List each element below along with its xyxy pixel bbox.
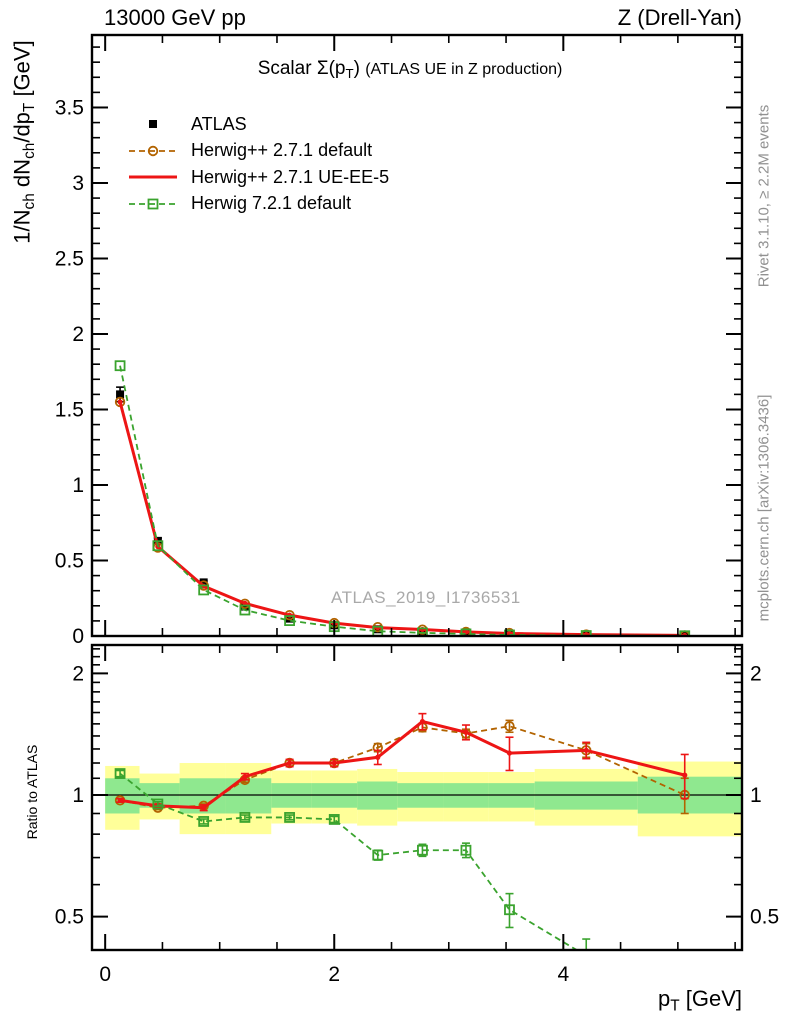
process-label: Z (Drell-Yan)	[617, 5, 742, 30]
x-axis-title-seg: p	[657, 986, 671, 1011]
tick-label: 2	[750, 662, 762, 686]
y-axis-title-sub: ch	[20, 193, 38, 210]
legend-label: Herwig++ 2.7.1 default	[191, 140, 373, 161]
tick-label: 1	[72, 784, 84, 807]
legend-line-sample	[127, 140, 179, 162]
legend-label: Herwig++ 2.7.1 UE-EE-5	[191, 166, 390, 187]
legend-line-sample	[127, 193, 179, 215]
y-axis-title-seg: [GeV]	[9, 40, 35, 103]
tick-label: 0.5	[54, 905, 84, 929]
tick-labels	[55, 96, 779, 986]
tick-label: 2.5	[54, 247, 84, 271]
ratio-axis-title: Ratio to ATLAS	[24, 744, 40, 840]
mcplots-reference-note: mcplots.cern.ch [arXiv:1306.3436]	[755, 394, 773, 622]
tick-label: 2	[328, 963, 341, 986]
tick-label: 2	[72, 322, 84, 346]
tick-label: 0.5	[54, 549, 84, 573]
legend-item-herwig-2-7-1-default	[127, 138, 389, 165]
x-axis-title	[658, 986, 742, 1016]
tick-label: 0	[99, 963, 112, 986]
legend	[127, 111, 389, 217]
x-axis-title-seg: [GeV]	[679, 986, 742, 1011]
tick-label: 3.5	[54, 96, 84, 120]
y-axis-title	[9, 40, 39, 243]
tick-label: 0	[72, 625, 84, 648]
legend-item-herwig-7-2-1-default	[127, 191, 389, 218]
legend-label: Herwig 7.2.1 default	[191, 193, 352, 214]
x-axis-title-sub: T	[670, 997, 680, 1015]
legend-line-sample	[127, 166, 179, 188]
plot-title-paren: (ATLAS UE in Z production)	[365, 61, 563, 78]
legend-item-herwig-2-7-1-ue-ee-5	[127, 164, 389, 191]
plot-title	[258, 58, 563, 81]
legend-item-atlas	[127, 111, 389, 138]
plot-title-sub: T	[345, 65, 354, 81]
y-axis-title-sub: ch	[20, 142, 38, 159]
legend-marker-square-filled	[127, 113, 179, 135]
tick-label: 4	[557, 963, 570, 986]
plot-title-close: )	[353, 58, 366, 79]
y-axis-title-seg: 1/N	[9, 209, 35, 244]
y-axis-title-seg: dN	[9, 158, 35, 194]
tick-label: 1	[72, 473, 84, 497]
beam-energy-label: 13000 GeV pp	[104, 5, 246, 30]
rivet-version-note: Rivet 3.1.10, ≥ 2.2M events	[755, 104, 773, 288]
analysis-id-watermark: ATLAS_2019_I1736531	[331, 588, 521, 607]
tick-label: 1.5	[54, 398, 84, 422]
tick-label: 0.5	[750, 905, 780, 929]
plot-title-main: Scalar Σ(p	[257, 58, 346, 79]
y-axis-title-sub: T	[20, 102, 38, 113]
y-axis-title-seg: /dp	[9, 112, 35, 143]
tick-label: 3	[72, 171, 84, 195]
tick-label: 2	[72, 662, 84, 686]
legend-label: ATLAS	[191, 113, 247, 134]
tick-label: 1	[750, 784, 762, 807]
